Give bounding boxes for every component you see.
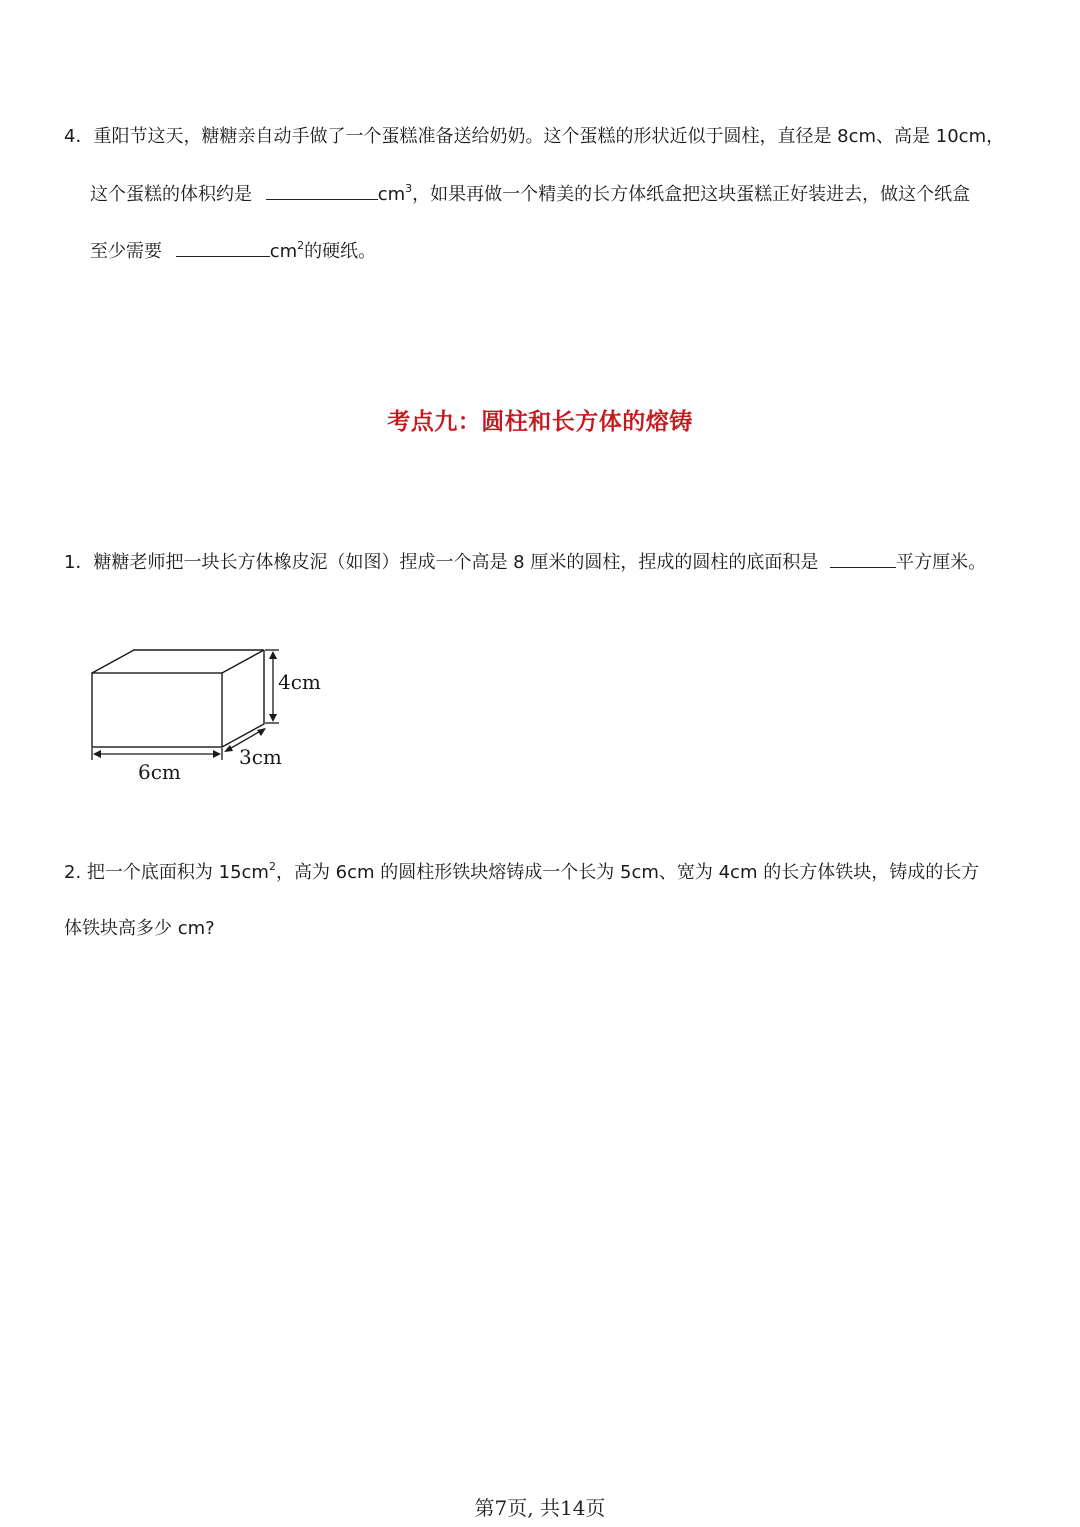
q4-text-3b: 的硬纸。 xyxy=(304,241,377,262)
q2-area-unit-sup: 2 xyxy=(268,860,276,873)
page-number: 第7页, 共14页 xyxy=(474,1496,606,1520)
q4-area-unit: cm xyxy=(269,241,298,262)
cuboid-figure xyxy=(84,640,334,794)
height-label: 4cm xyxy=(278,670,321,694)
q1-text-b: 平方厘米。 xyxy=(896,552,987,573)
q1-text-a: 1．糖糖老师把一块长方体橡皮泥（如图）捏成一个高是 8 厘米的圆柱，捏成的圆柱的底面积是 xyxy=(64,552,819,573)
q4-area-answer-blank[interactable] xyxy=(176,238,270,257)
section-title: 考点九：圆柱和长方体的熔铸 xyxy=(387,409,693,435)
q4-line-1 xyxy=(64,124,1004,150)
q4-volume-answer-blank[interactable] xyxy=(266,181,378,200)
cuboid-front-face xyxy=(92,673,222,747)
q4-volume-unit-sup: 3 xyxy=(405,182,413,195)
q4-line-3 xyxy=(90,238,376,265)
q2-line-2 xyxy=(64,916,215,942)
height-dimension xyxy=(265,650,279,723)
q2-text-1a: 2. 把一个底面积为 15cm xyxy=(64,862,269,883)
q4-area-unit-sup: 2 xyxy=(297,239,305,252)
q2-text-2: 体铁块高多少 cm? xyxy=(64,918,215,939)
q4-text-1: 4．重阳节这天，糖糖亲自动手做了一个蛋糕准备送给奶奶。这个蛋糕的形状近似于圆柱，直径是 8cm、高是 10cm， xyxy=(64,126,1005,147)
q4-line-2 xyxy=(90,181,970,208)
q1-answer-blank[interactable] xyxy=(830,549,896,568)
q2-line-1 xyxy=(64,860,979,886)
width-label: 3cm xyxy=(239,745,282,769)
cuboid-drawing xyxy=(92,650,264,747)
length-dimension xyxy=(92,748,222,760)
q4-text-3a: 至少需要 xyxy=(90,241,162,262)
q4-text-2a: 这个蛋糕的体积约是 xyxy=(90,184,252,205)
q4-text-2b: ，如果再做一个精美的长方体纸盒把这块蛋糕正好装进去，做这个纸盒 xyxy=(412,184,971,205)
q1-line xyxy=(64,549,986,576)
cuboid-top-face xyxy=(92,650,264,673)
length-label: 6cm xyxy=(138,760,181,784)
q2-text-1b: ，高为 6cm 的圆柱形铁块熔铸成一个长为 5cm、宽为 4cm 的长方体铁块，铸成的长方 xyxy=(275,862,980,883)
q4-volume-unit: cm xyxy=(377,184,406,205)
